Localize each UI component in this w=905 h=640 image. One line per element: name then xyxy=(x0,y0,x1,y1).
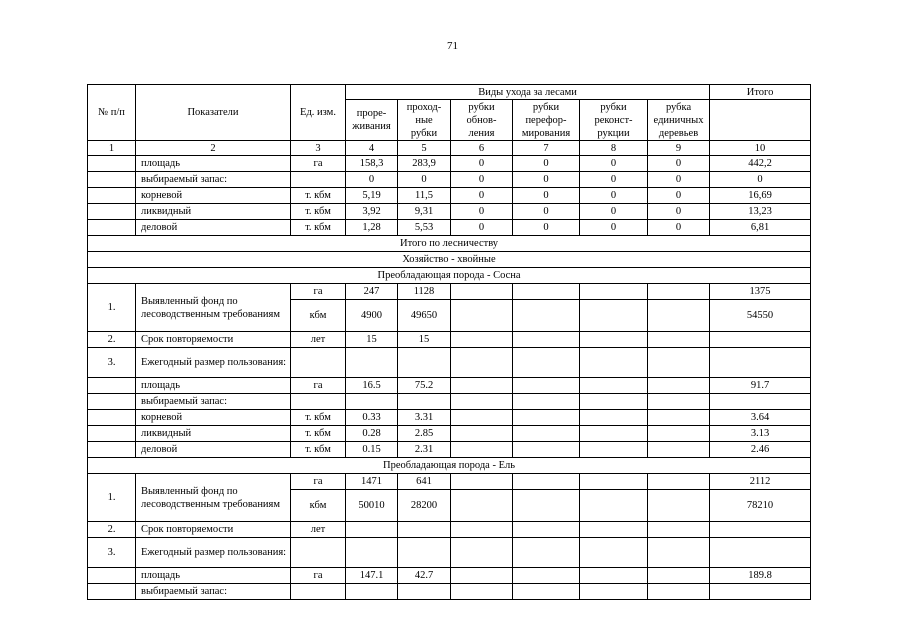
value-cell xyxy=(648,378,710,394)
indicator-label: ликвидный xyxy=(136,204,291,220)
table-row xyxy=(88,378,811,394)
value-cell: 0 xyxy=(648,204,710,220)
total-cell: 13,23 xyxy=(710,204,811,220)
value-cell xyxy=(346,348,398,378)
header-type-1 xyxy=(346,100,398,141)
indicator-label: выбираемый запас: xyxy=(136,172,291,188)
value-cell xyxy=(513,568,580,584)
unit-cell xyxy=(291,584,346,600)
num-cell xyxy=(88,220,136,236)
total-cell: 91.7 xyxy=(710,378,811,394)
num-cell: 3. xyxy=(88,348,136,378)
value-cell xyxy=(451,490,513,522)
num-cell xyxy=(88,188,136,204)
value-cell xyxy=(398,538,451,568)
value-cell: 5,19 xyxy=(346,188,398,204)
table-row xyxy=(88,204,811,220)
value-cell: 1128 xyxy=(398,284,451,300)
value-cell: 75.2 xyxy=(398,378,451,394)
value-cell: 0 xyxy=(648,172,710,188)
value-cell xyxy=(580,522,648,538)
value-cell xyxy=(513,394,580,410)
value-cell xyxy=(513,426,580,442)
value-cell xyxy=(398,348,451,378)
repeat-row xyxy=(88,522,811,538)
header-type-4 xyxy=(513,100,580,141)
table-row xyxy=(88,410,811,426)
value-cell xyxy=(346,584,398,600)
unit-cell: лет xyxy=(291,522,346,538)
value-cell xyxy=(451,410,513,426)
value-cell xyxy=(580,394,648,410)
num-cell xyxy=(88,394,136,410)
value-cell xyxy=(451,394,513,410)
value-cell: 16.5 xyxy=(346,378,398,394)
unit-cell: га xyxy=(291,568,346,584)
header-type-line: рубки xyxy=(600,101,627,113)
value-cell xyxy=(648,348,710,378)
value-cell xyxy=(580,568,648,584)
value-cell xyxy=(648,584,710,600)
value-cell: 0.15 xyxy=(346,442,398,458)
value-cell: 0 xyxy=(513,220,580,236)
column-number: 4 xyxy=(346,141,398,156)
total-cell xyxy=(710,332,811,348)
header-unit: Ед. изм. xyxy=(291,85,346,141)
value-cell xyxy=(346,538,398,568)
value-cell xyxy=(580,300,648,332)
value-cell: 0 xyxy=(451,156,513,172)
value-cell xyxy=(580,410,648,426)
value-cell: 0 xyxy=(580,188,648,204)
indicator-label: площадь xyxy=(136,378,291,394)
value-cell xyxy=(513,538,580,568)
header-type-line: ные xyxy=(415,114,433,126)
value-cell: 147.1 xyxy=(346,568,398,584)
value-cell xyxy=(580,538,648,568)
indicator-label: деловой xyxy=(136,220,291,236)
header-type-line: рукции xyxy=(597,127,630,139)
column-number: 8 xyxy=(580,141,648,156)
unit-cell: т. кбм xyxy=(291,426,346,442)
total-cell: 3.64 xyxy=(710,410,811,426)
table-row xyxy=(88,220,811,236)
value-cell: 247 xyxy=(346,284,398,300)
total-cell xyxy=(710,394,811,410)
num-cell: 2. xyxy=(88,332,136,348)
annual-row xyxy=(88,538,811,568)
fund-row-ha xyxy=(88,474,811,490)
indicator-label: деловой xyxy=(136,442,291,458)
value-cell: 0 xyxy=(580,220,648,236)
table-row xyxy=(88,568,811,584)
unit-cell: га xyxy=(291,156,346,172)
value-cell xyxy=(648,522,710,538)
num-cell xyxy=(88,568,136,584)
value-cell xyxy=(451,474,513,490)
header-type-5 xyxy=(580,100,648,141)
total-cell: 189.8 xyxy=(710,568,811,584)
value-cell: 283,9 xyxy=(398,156,451,172)
total-cell: 6,81 xyxy=(710,220,811,236)
value-cell: 2.31 xyxy=(398,442,451,458)
total-cell: 78210 xyxy=(710,490,811,522)
value-cell: 4900 xyxy=(346,300,398,332)
unit-cell: т. кбм xyxy=(291,188,346,204)
annual-row xyxy=(88,348,811,378)
value-cell: 0 xyxy=(398,172,451,188)
num-cell: 2. xyxy=(88,522,136,538)
value-cell xyxy=(513,474,580,490)
section-forestry-total-cell: Итого по лесничеству xyxy=(88,236,811,252)
table-row xyxy=(88,188,811,204)
num-cell xyxy=(88,410,136,426)
value-cell xyxy=(513,490,580,522)
value-cell xyxy=(451,584,513,600)
value-cell: 1,28 xyxy=(346,220,398,236)
unit-cell: га xyxy=(291,378,346,394)
num-cell xyxy=(88,584,136,600)
value-cell: 0 xyxy=(451,172,513,188)
unit-cell: лет xyxy=(291,332,346,348)
header-type-line: проре- xyxy=(356,108,387,119)
value-cell: 0 xyxy=(451,204,513,220)
value-cell xyxy=(648,332,710,348)
indicator-label: Ежегодный размер пользования: xyxy=(136,348,291,378)
value-cell xyxy=(648,568,710,584)
page-number: 71 xyxy=(447,40,458,52)
value-cell: 2.85 xyxy=(398,426,451,442)
value-cell xyxy=(580,474,648,490)
value-cell xyxy=(451,284,513,300)
value-cell xyxy=(513,300,580,332)
table-row xyxy=(88,426,811,442)
value-cell xyxy=(648,442,710,458)
section-pine-cell: Преобладающая порода - Сосна xyxy=(88,268,811,284)
section-spruce-cell: Преобладающая порода - Ель xyxy=(88,458,811,474)
value-cell: 0 xyxy=(580,156,648,172)
indicator-label: Выявленный фонд по лесоводственным требованиям xyxy=(136,284,291,332)
column-number: 7 xyxy=(513,141,580,156)
value-cell xyxy=(513,410,580,426)
value-cell: 0 xyxy=(648,188,710,204)
unit-cell: кбм xyxy=(291,300,346,332)
value-cell xyxy=(398,394,451,410)
header-type-line: обнов- xyxy=(466,114,497,126)
header-row-1 xyxy=(88,85,811,100)
value-cell: 0 xyxy=(346,172,398,188)
value-cell xyxy=(451,332,513,348)
fund-row-ha xyxy=(88,284,811,300)
header-total: Итого xyxy=(710,85,811,100)
header-type-line: проход- xyxy=(406,101,442,113)
value-cell xyxy=(291,538,346,568)
indicator-label: выбираемый запас: xyxy=(136,394,291,410)
value-cell xyxy=(710,348,811,378)
value-cell xyxy=(398,522,451,538)
repeat-row xyxy=(88,332,811,348)
header-indicators: Показатели xyxy=(136,85,291,141)
indicator-label: выбираемый запас: xyxy=(136,584,291,600)
header-type-line: мирования xyxy=(521,127,571,139)
unit-cell: т. кбм xyxy=(291,220,346,236)
unit-cell xyxy=(291,394,346,410)
value-cell: 15 xyxy=(398,332,451,348)
value-cell xyxy=(346,394,398,410)
value-cell xyxy=(451,300,513,332)
value-cell: 0 xyxy=(451,220,513,236)
value-cell xyxy=(648,394,710,410)
value-cell: 0.28 xyxy=(346,426,398,442)
header-type-line: живания xyxy=(352,121,391,132)
section-pine xyxy=(88,268,811,284)
column-number: 2 xyxy=(136,141,291,156)
num-cell xyxy=(88,156,136,172)
table-row xyxy=(88,394,811,410)
value-cell: 3,92 xyxy=(346,204,398,220)
header-type-6 xyxy=(648,100,710,141)
value-cell: 0 xyxy=(580,172,648,188)
column-number: 10 xyxy=(710,141,811,156)
indicator-label: Ежегодный размер пользования: xyxy=(136,538,291,568)
num-cell: 1. xyxy=(88,284,136,332)
value-cell xyxy=(648,300,710,332)
section-spruce xyxy=(88,458,811,474)
column-number: 3 xyxy=(291,141,346,156)
value-cell xyxy=(451,522,513,538)
indicator-label: Выявленный фонд по лесоводственным требованиям xyxy=(136,474,291,522)
column-number: 5 xyxy=(398,141,451,156)
value-cell xyxy=(648,490,710,522)
total-cell: 2112 xyxy=(710,474,811,490)
value-cell xyxy=(648,538,710,568)
column-number: 9 xyxy=(648,141,710,156)
total-cell: 3.13 xyxy=(710,426,811,442)
value-cell xyxy=(513,348,580,378)
value-cell xyxy=(451,568,513,584)
value-cell xyxy=(580,378,648,394)
total-cell: 442,2 xyxy=(710,156,811,172)
header-type-line: ления xyxy=(468,127,495,139)
value-cell: 0 xyxy=(513,204,580,220)
indicator-label: корневой xyxy=(136,410,291,426)
value-cell xyxy=(580,442,648,458)
value-cell: 11,5 xyxy=(398,188,451,204)
unit-cell: кбм xyxy=(291,490,346,522)
value-cell: 42.7 xyxy=(398,568,451,584)
value-cell xyxy=(513,284,580,300)
section-forestry-total xyxy=(88,236,811,252)
table-row xyxy=(88,156,811,172)
indicator-label: площадь xyxy=(136,156,291,172)
value-cell xyxy=(291,348,346,378)
value-cell: 0 xyxy=(513,156,580,172)
num-cell xyxy=(88,426,136,442)
header-type-line: единичных xyxy=(653,114,704,126)
value-cell: 0 xyxy=(451,188,513,204)
num-cell: 1. xyxy=(88,474,136,522)
table-row xyxy=(88,584,811,600)
unit-cell: га xyxy=(291,284,346,300)
value-cell xyxy=(398,584,451,600)
total-cell xyxy=(710,584,811,600)
section-economy-cell: Хозяйство - хвойные xyxy=(88,252,811,268)
forest-care-table xyxy=(87,84,811,600)
value-cell: 0 xyxy=(580,204,648,220)
value-cell: 5,53 xyxy=(398,220,451,236)
value-cell xyxy=(580,332,648,348)
indicator-label: Срок повторяемости xyxy=(136,522,291,538)
indicator-label: ликвидный xyxy=(136,426,291,442)
value-cell: 49650 xyxy=(398,300,451,332)
header-type-line: перефор- xyxy=(525,114,567,126)
value-cell: 0 xyxy=(513,188,580,204)
value-cell: 0 xyxy=(513,172,580,188)
value-cell xyxy=(513,522,580,538)
value-cell xyxy=(580,490,648,522)
header-type-3 xyxy=(451,100,513,141)
value-cell: 158,3 xyxy=(346,156,398,172)
value-cell xyxy=(648,474,710,490)
num-cell xyxy=(88,172,136,188)
header-type-line: рубки xyxy=(532,101,560,113)
value-cell xyxy=(580,426,648,442)
value-cell xyxy=(346,522,398,538)
value-cell xyxy=(648,284,710,300)
value-cell xyxy=(513,378,580,394)
value-cell: 3.31 xyxy=(398,410,451,426)
table-row xyxy=(88,172,811,188)
value-cell xyxy=(648,410,710,426)
header-type-line: рубки xyxy=(468,101,495,113)
value-cell xyxy=(451,426,513,442)
section-economy xyxy=(88,252,811,268)
total-cell: 1375 xyxy=(710,284,811,300)
value-cell xyxy=(451,378,513,394)
table-row xyxy=(88,442,811,458)
value-cell xyxy=(451,538,513,568)
value-cell xyxy=(513,332,580,348)
unit-cell xyxy=(291,172,346,188)
total-cell: 2.46 xyxy=(710,442,811,458)
num-cell xyxy=(88,442,136,458)
value-cell: 641 xyxy=(398,474,451,490)
header-type-line: рубки xyxy=(410,127,438,139)
header-type-2 xyxy=(398,100,451,141)
indicator-label: площадь xyxy=(136,568,291,584)
num-cell xyxy=(88,204,136,220)
value-cell xyxy=(580,584,648,600)
total-cell xyxy=(710,522,811,538)
value-cell: 0 xyxy=(648,156,710,172)
header-total-empty xyxy=(710,100,811,141)
value-cell: 28200 xyxy=(398,490,451,522)
value-cell: 0 xyxy=(648,220,710,236)
indicator-label: корневой xyxy=(136,188,291,204)
value-cell: 0.33 xyxy=(346,410,398,426)
total-cell: 54550 xyxy=(710,300,811,332)
total-cell: 0 xyxy=(710,172,811,188)
unit-cell: т. кбм xyxy=(291,204,346,220)
header-type-line: рубка xyxy=(665,101,692,113)
value-cell xyxy=(648,426,710,442)
value-cell: 9,31 xyxy=(398,204,451,220)
value-cell xyxy=(580,348,648,378)
value-cell xyxy=(710,538,811,568)
indicator-label: Срок повторяемости xyxy=(136,332,291,348)
value-cell xyxy=(451,442,513,458)
value-cell xyxy=(513,442,580,458)
header-type-line: деревьев xyxy=(658,127,699,139)
column-numbers-row xyxy=(88,141,811,156)
value-cell: 1471 xyxy=(346,474,398,490)
value-cell: 50010 xyxy=(346,490,398,522)
header-type-line: реконст- xyxy=(594,114,633,126)
total-cell: 16,69 xyxy=(710,188,811,204)
unit-cell: т. кбм xyxy=(291,442,346,458)
num-cell: 3. xyxy=(88,538,136,568)
column-number: 6 xyxy=(451,141,513,156)
header-types-title: Виды ухода за лесами xyxy=(346,85,710,100)
value-cell xyxy=(513,584,580,600)
num-cell xyxy=(88,378,136,394)
header-num: № п/п xyxy=(88,85,136,141)
value-cell: 15 xyxy=(346,332,398,348)
value-cell xyxy=(451,348,513,378)
unit-cell: т. кбм xyxy=(291,410,346,426)
value-cell xyxy=(580,284,648,300)
unit-cell: га xyxy=(291,474,346,490)
column-number: 1 xyxy=(88,141,136,156)
